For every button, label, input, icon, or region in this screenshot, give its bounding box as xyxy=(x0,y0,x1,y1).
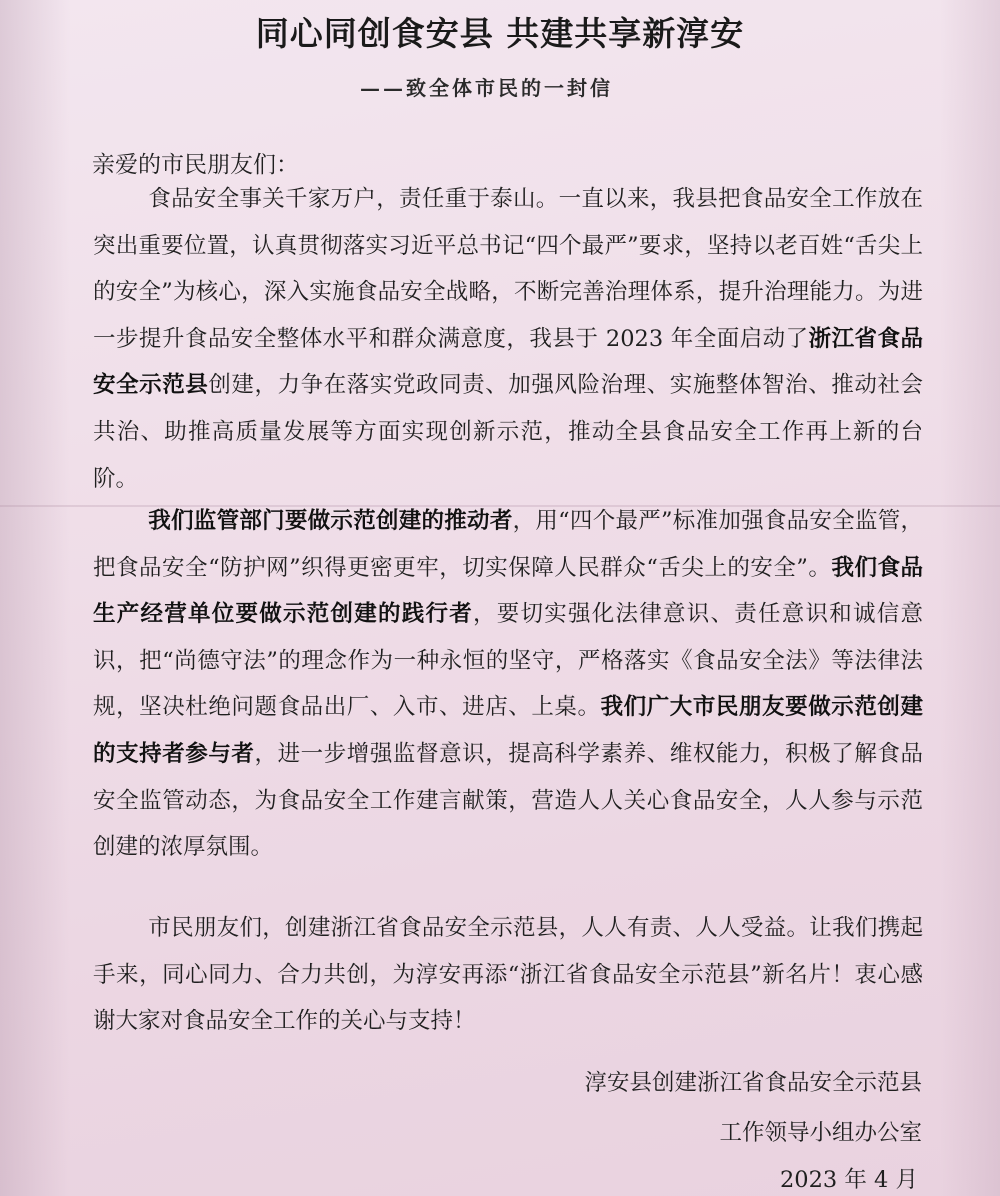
paragraph-intro xyxy=(93,176,923,502)
role-regulators-bold: 我们监管部门要做示范创建的推动者 xyxy=(148,508,513,534)
paragraph-closing xyxy=(93,905,923,1045)
role-citizens-bold: 我们广大市民朋友要做示范创建的支持者参与者 xyxy=(93,694,923,767)
role-regulators-text: ，用“四个最严”标准加强食品安全监管，把食品安全“防护网”织得更密更牢，切实保障人民群众“舌尖上的安全”。 xyxy=(93,508,923,581)
signature-date: 2023 年 4 月 xyxy=(779,1167,918,1193)
paragraph-intro-bold: 浙江省食品安全示范县 xyxy=(93,325,923,399)
paragraph-roles xyxy=(93,498,923,871)
letter-greeting: 亲爱的市民朋友们： xyxy=(92,152,299,178)
paragraph-intro-text: 食品安全事关千家万户，责任重于泰山。一直以来，我县把食品安全工作放在突出重要位置，认真贯彻落实习近平总书记“四个最严”要求，坚持以老百姓“舌尖上的安全”为核心，深入实施食品安全战略，不断完善治理体系，提升治理能力。为进一步提升食品安全整体水平和群众满意度，我县于 2023 年全面启动了 xyxy=(93,186,923,352)
role-businesses-text: ，要切实强化法律意识、责任意识和诚信意识，把“尚德守法”的理念作为一种永恒的坚守，严格落实《食品安全法》等法律法规，坚决杜绝问题食品出厂、入市、进店、上桌。 xyxy=(93,601,923,721)
signature-organization: 淳安县创建浙江省食品安全示范县 xyxy=(584,1070,922,1096)
paragraph-closing-text: 市民朋友们，创建浙江省食品安全示范县，人人有责、人人受益。让我们携起手来，同心同力、合力共创，为淳安再添“浙江省食品安全示范县”新名片！衷心感谢大家对食品安全工作的关心与支持！ xyxy=(93,915,923,1035)
paper-shadow-left xyxy=(0,0,70,1196)
paper-shadow-right xyxy=(940,0,1000,1196)
role-businesses-bold: 我们食品生产经营单位要做示范创建的践行者 xyxy=(93,554,923,628)
letter-subtitle: ——致全体市民的一封信 xyxy=(360,76,613,100)
signature-office: 工作领导小组办公室 xyxy=(719,1120,922,1146)
role-citizens-text: ，进一步增强监督意识，提高科学素养、维权能力，积极了解食品安全监管动态，为食品安全工作建言献策，营造人人关心食品安全，人人参与示范创建的浓厚氛围。 xyxy=(93,740,923,861)
letter-title: 同心同创食安县 共建共享新淳安 xyxy=(255,14,745,53)
paragraph-intro-text-2: 创建，力争在落实党政同责、加强风险治理、实施整体智治、推动社会共治、助推高质量发展等方面实现创新示范，推动全县食品安全工作再上新的台阶。 xyxy=(93,372,923,492)
